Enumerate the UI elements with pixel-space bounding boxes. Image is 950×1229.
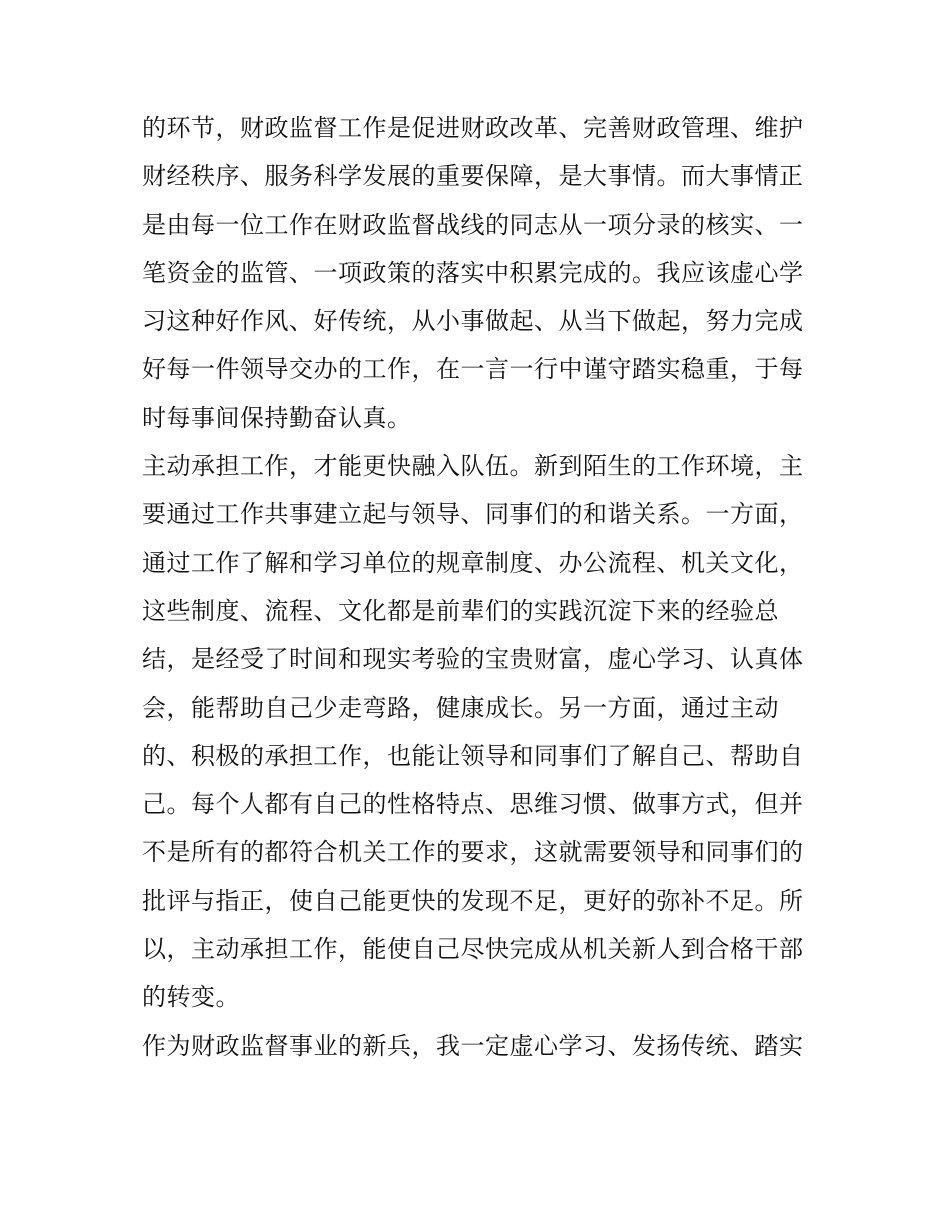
text-line: 的、积极的承担工作，也能让领导和同事们了解自己、帮助自	[142, 741, 804, 770]
text-line: 以，主动承担工作，能使自己尽快完成从机关新人到合格干部	[142, 935, 804, 964]
text-line: 作为财政监督事业的新兵，我一定虚心学习、发扬传统、踏实	[142, 1031, 804, 1060]
text-line: 不是所有的都符合机关工作的要求，这就需要领导和同事们的	[142, 838, 804, 867]
text-line: 主动承担工作，才能更快融入队伍。新到陌生的工作环境，主	[142, 452, 804, 481]
text-line: 通过工作了解和学习单位的规章制度、办公流程、机关文化，	[142, 548, 804, 577]
text-line: 这些制度、流程、文化都是前辈们的实践沉淀下来的经验总	[142, 596, 779, 625]
text-line: 财经秩序、服务科学发展的重要保障，是大事情。而大事情正	[142, 162, 804, 191]
text-line: 己。每个人都有自己的性格特点、思维习惯、做事方式，但并	[142, 790, 804, 819]
text-line: 习这种好作风、好传统，从小事做起、从当下做起，努力完成	[142, 307, 804, 336]
text-line: 批评与指正，使自己能更快的发现不足，更好的弥补不足。所	[142, 886, 804, 915]
text-line: 结，是经受了时间和现实考验的宝贵财富，虚心学习、认真体	[142, 645, 804, 674]
body-text	[142, 104, 822, 1070]
text-line: 要通过工作共事建立起与领导、同事们的和谐关系。一方面，	[142, 500, 804, 529]
text-line: 好每一件领导交办的工作，在一言一行中谨守踏实稳重，于每	[142, 355, 804, 384]
text-line: 时每事间保持勤奋认真。	[142, 403, 412, 432]
text-line: 是由每一位工作在财政监督战线的同志从一项分录的核实、一	[142, 210, 804, 239]
text-line: 的转变。	[142, 983, 240, 1012]
text-line: 会，能帮助自己少走弯路，健康成长。另一方面，通过主动	[142, 693, 779, 722]
text-line: 笔资金的监管、一项政策的落实中积累完成的。我应该虚心学	[142, 258, 804, 287]
text-line: 的环节，财政监督工作是促进财政改革、完善财政管理、维护	[142, 114, 804, 142]
